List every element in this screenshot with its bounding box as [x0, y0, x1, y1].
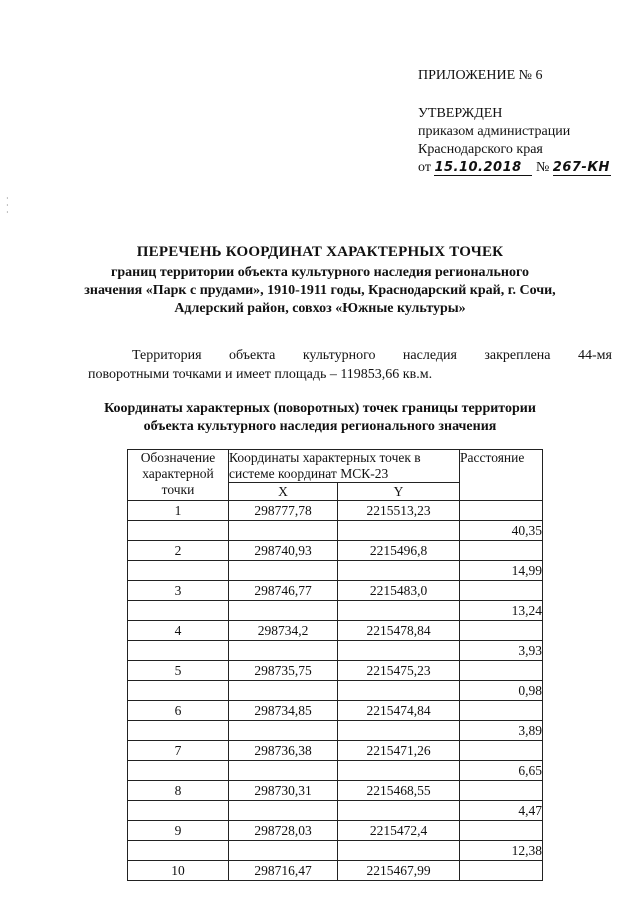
empty-cell: [229, 561, 338, 581]
subtitle-line-2: значения «Парк с прудами», 1910-1911 годы, Краснодарский край, г. Сочи,: [84, 283, 556, 298]
distance-cell: [460, 741, 543, 761]
point-y: 2215468,55: [338, 781, 460, 801]
empty-cell: [128, 841, 229, 861]
distance-row: [128, 761, 543, 781]
distance-cell: [460, 581, 543, 601]
subtitle-line-1: границ территории объекта культурного наследия регионального: [111, 265, 529, 280]
distance-cell: [460, 661, 543, 681]
distance-value: 6,65: [460, 761, 543, 781]
subtitle-line-3: Адлерский район, совхоз «Южные культуры»: [174, 301, 466, 316]
point-y: 2215474,84: [338, 701, 460, 721]
empty-cell: [229, 841, 338, 861]
header-distance: Расстояние: [460, 450, 543, 501]
empty-cell: [128, 601, 229, 621]
distance-row: [128, 521, 543, 541]
empty-cell: [128, 521, 229, 541]
paragraph-word: объекта: [229, 348, 276, 363]
point-x: 298730,31: [229, 781, 338, 801]
empty-cell: [229, 681, 338, 701]
empty-cell: [128, 801, 229, 821]
point-number: 8: [128, 781, 229, 801]
appendix-label: ПРИЛОЖЕНИЕ № 6: [418, 68, 543, 83]
point-row: [128, 501, 543, 521]
point-y: 2215467,99: [338, 861, 460, 881]
empty-cell: [338, 801, 460, 821]
point-x: 298735,75: [229, 661, 338, 681]
table-heading: [80, 400, 560, 436]
empty-cell: [128, 681, 229, 701]
point-y: 2215471,26: [338, 741, 460, 761]
document-title: ПЕРЕЧЕНЬ КООРДИНАТ ХАРАКТЕРНЫХ ТОЧЕК: [136, 244, 504, 260]
table-heading-line-2: объекта культурного наследия регионального значения: [143, 419, 497, 434]
point-x: 298734,2: [229, 621, 338, 641]
header-coordinates: Координаты характерных точек в системе координат МСК-23: [229, 450, 460, 483]
paragraph-line-2: поворотными точками и имеет площадь – 119853,66 кв.м.: [88, 367, 433, 382]
paragraph-word: закреплена: [484, 348, 551, 363]
distance-value: 12,38: [460, 841, 543, 861]
region-label: Краснодарского края: [418, 142, 543, 157]
distance-row: [128, 841, 543, 861]
distance-row: [128, 721, 543, 741]
point-row: [128, 581, 543, 601]
point-number: 3: [128, 581, 229, 601]
distance-cell: [460, 501, 543, 521]
order-date-line: [418, 158, 611, 177]
order-number: 267-КН: [552, 160, 610, 175]
order-date: 15.10.2018: [434, 160, 532, 176]
point-row: [128, 541, 543, 561]
point-x: 298746,77: [229, 581, 338, 601]
point-x: 298736,38: [229, 741, 338, 761]
table-heading-line-1: Координаты характерных (поворотных) точек границы территории: [104, 401, 536, 416]
distance-cell: [460, 861, 543, 881]
distance-row: [128, 601, 543, 621]
distance-cell: [460, 621, 543, 641]
empty-cell: [229, 761, 338, 781]
point-row: [128, 621, 543, 641]
distance-cell: [460, 781, 543, 801]
distance-value: 3,93: [460, 641, 543, 661]
point-number: 4: [128, 621, 229, 641]
point-y: 2215496,8: [338, 541, 460, 561]
point-x: 298734,85: [229, 701, 338, 721]
empty-cell: [128, 721, 229, 741]
point-row: [128, 661, 543, 681]
from-label: от: [418, 160, 431, 175]
point-number: 10: [128, 861, 229, 881]
empty-cell: [338, 761, 460, 781]
distance-value: 40,35: [460, 521, 543, 541]
empty-cell: [229, 521, 338, 541]
header-y: Y: [338, 483, 460, 501]
empty-cell: [338, 601, 460, 621]
distance-value: 13,24: [460, 601, 543, 621]
empty-cell: [229, 721, 338, 741]
point-number: 7: [128, 741, 229, 761]
empty-cell: [338, 841, 460, 861]
point-row: [128, 781, 543, 801]
empty-cell: [338, 521, 460, 541]
point-x: 298716,47: [229, 861, 338, 881]
paragraph-word: наследия: [402, 348, 457, 363]
point-number: 2: [128, 541, 229, 561]
point-number: 1: [128, 501, 229, 521]
empty-cell: [338, 561, 460, 581]
empty-cell: [128, 641, 229, 661]
paragraph-word: 44-мя: [577, 348, 612, 363]
point-y: 2215483,0: [338, 581, 460, 601]
point-x: 298777,78: [229, 501, 338, 521]
paragraph-word: Территория: [132, 348, 202, 363]
territory-paragraph: [88, 346, 612, 384]
empty-cell: [338, 641, 460, 661]
distance-cell: [460, 821, 543, 841]
empty-cell: [338, 721, 460, 741]
order-label: приказом администрации: [418, 124, 571, 139]
point-x: 298728,03: [229, 821, 338, 841]
point-row: [128, 821, 543, 841]
distance-value: 0,98: [460, 681, 543, 701]
document-subtitle: [60, 264, 580, 318]
distance-row: [128, 561, 543, 581]
paragraph-word: культурного: [302, 348, 376, 363]
point-number: 9: [128, 821, 229, 841]
point-y: 2215472,4: [338, 821, 460, 841]
distance-value: 3,89: [460, 721, 543, 741]
distance-value: 14,99: [460, 561, 543, 581]
distance-value: 4,47: [460, 801, 543, 821]
empty-cell: [229, 641, 338, 661]
distance-row: [128, 641, 543, 661]
distance-row: [128, 681, 543, 701]
point-number: 5: [128, 661, 229, 681]
paragraph-line-1: [88, 346, 612, 365]
distance-row: [128, 801, 543, 821]
point-row: [128, 861, 543, 881]
point-row: [128, 701, 543, 721]
distance-cell: [460, 701, 543, 721]
point-y: 2215478,84: [338, 621, 460, 641]
point-y: 2215475,23: [338, 661, 460, 681]
coordinates-table: [127, 449, 543, 881]
number-label: №: [535, 160, 550, 175]
empty-cell: [128, 561, 229, 581]
header-x: X: [229, 483, 338, 501]
approved-label: УТВЕРЖДЕН: [418, 106, 503, 121]
empty-cell: [229, 601, 338, 621]
header-designation: Обозначение характерной точки: [128, 450, 229, 501]
point-x: 298740,93: [229, 541, 338, 561]
distance-cell: [460, 541, 543, 561]
point-y: 2215513,23: [338, 501, 460, 521]
empty-cell: [229, 801, 338, 821]
empty-cell: [338, 681, 460, 701]
empty-cell: [128, 761, 229, 781]
margin-marks: · · ·: [6, 194, 9, 217]
point-row: [128, 741, 543, 761]
point-number: 6: [128, 701, 229, 721]
